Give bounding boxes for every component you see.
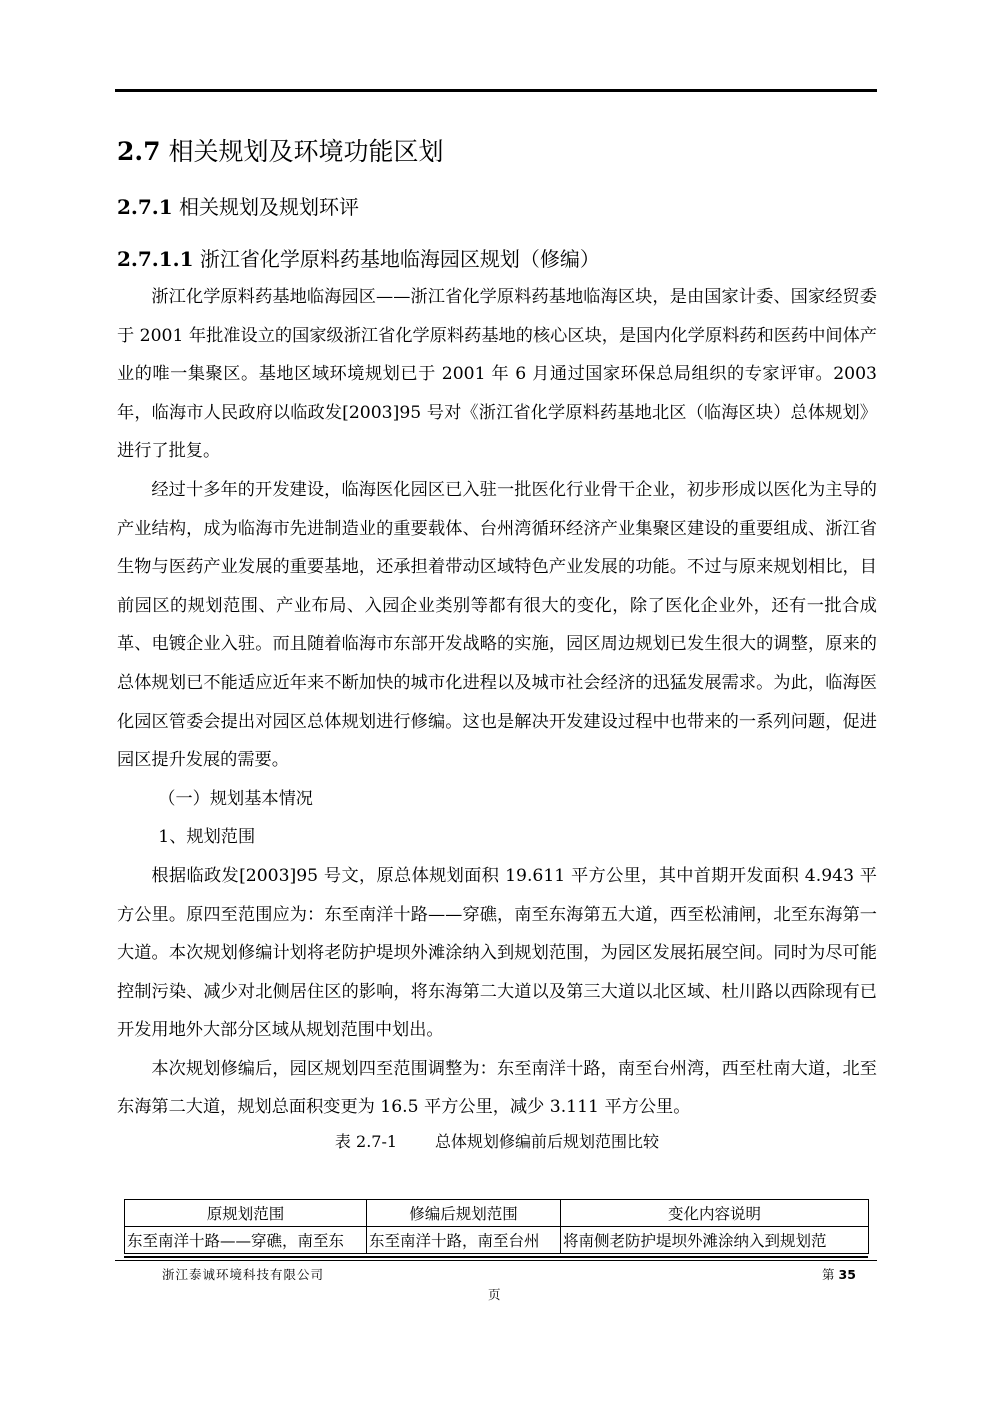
footer-page-prefix: 第: [822, 1267, 835, 1282]
paragraph-intro: 浙江化学原料药基地临海园区——浙江省化学原料药基地临海区块，是由国家计委、国家经贸委于 2001 年批准设立的国家级浙江省化学原料药基地的核心区块，是国内化学原料药和医药中间体产业的唯一集聚区。基地区域环境规划已于 2001 年 6 月通过国家环保总局组织的专家评审。2003 年，临海市人民政府以临政发[2003]95 号对《浙江省化学原料药基地北区（临海区块）总体规划》进行了批复。: [117, 287, 877, 462]
footer-rule: [115, 1260, 877, 1261]
section-heading-2-7: [117, 132, 877, 172]
subsection-label: （一）规划基本情况: [158, 788, 313, 809]
table-row: [125, 1227, 869, 1254]
heading-text: 浙江省化学原料药基地临海园区规划（修编）: [199, 247, 600, 271]
table-caption-title: 总体规划修编前后规划范围比较: [435, 1132, 660, 1152]
page-number: 35: [838, 1267, 856, 1282]
document-body: [117, 120, 877, 1155]
heading-number: 2.7.1.1: [117, 247, 194, 271]
table-header-cell: 原规划范围: [125, 1200, 367, 1227]
footer-page-number: [822, 1265, 856, 1283]
heading-text: 相关规划及环境功能区划: [168, 137, 444, 166]
table-caption: [117, 1129, 877, 1155]
footer-company: 浙江泰诚环境科技有限公司: [162, 1267, 325, 1282]
paragraph-scope: 根据临政发[2003]95 号文，原总体规划面积 19.611 平方公里，其中首期开发面积 4.943 平方公里。原四至范围应为：东至南洋十路——穿礁，南至东海第五大道，西至松浦闸，北至东海第一大道。本次规划修编计划将老防护堤坝外滩涂纳入到规划范围，为园区发展拓展空间。同时为尽可能控制污染、减少对北侧居住区的影响，将东海第二大道以及第三大道以北区域、杜川路以西除现有已开发用地外大部分区域从规划范围中划出。: [117, 865, 877, 1041]
table-header-row: [125, 1200, 869, 1227]
table-caption-number: 表 2.7-1: [334, 1132, 398, 1152]
paragraph-scope-revised: 本次规划修编后，园区规划四至范围调整为：东至南洋十路，南至台州湾，西至杜南大道，北至东海第二大道，规划总面积变更为 16.5 平方公里，减少 3.111 平方公里。: [117, 1058, 877, 1118]
subsection-item-label: 1、规划范围: [158, 827, 256, 848]
heading-text: 相关规划及规划环评: [179, 195, 360, 219]
table-header-cell: 修编后规划范围: [367, 1200, 561, 1227]
footer-page-suffix: 页: [488, 1287, 501, 1302]
heading-number: 2.7.1: [117, 195, 173, 219]
heading-number: 2.7: [117, 137, 161, 166]
table-cell: 东至南洋十路——穿礁，南至东: [125, 1227, 367, 1254]
table-bottom-rule: [124, 1256, 868, 1258]
table-cell: 东至南洋十路，南至台州: [367, 1227, 561, 1254]
section-heading-2-7-1-1: [117, 240, 877, 278]
scope-comparison-table: [124, 1199, 869, 1254]
table-cell: 将南侧老防护堤坝外滩涂纳入到规划范: [561, 1227, 869, 1254]
section-heading-2-7-1: [117, 188, 877, 226]
table-header-cell: 变化内容说明: [561, 1200, 869, 1227]
header-rule: [115, 89, 877, 92]
paragraph-development: 经过十多年的开发建设，临海医化园区已入驻一批医化行业骨干企业，初步形成以医化为主导的产业结构，成为临海市先进制造业的重要载体、台州湾循环经济产业集聚区建设的重要组成、浙江省生物与医药产业发展的重要基地，还承担着带动区域特色产业发展的功能。不过与原来规划相比，目前园区的规划范围、产业布局、入园企业类别等都有很大的变化，除了医化企业外，还有一批合成革、电镀企业入驻。而且随着临海市东部开发战略的实施，园区周边规划已发生很大的调整，原来的总体规划已不能适应近年来不断加快的城市化进程以及城市社会经济的迅猛发展需求。为此，临海医化园区管委会提出对园区总体规划进行修编。这也是解决开发建设过程中也带来的一系列问题，促进园区提升发展的需要。: [117, 479, 877, 771]
